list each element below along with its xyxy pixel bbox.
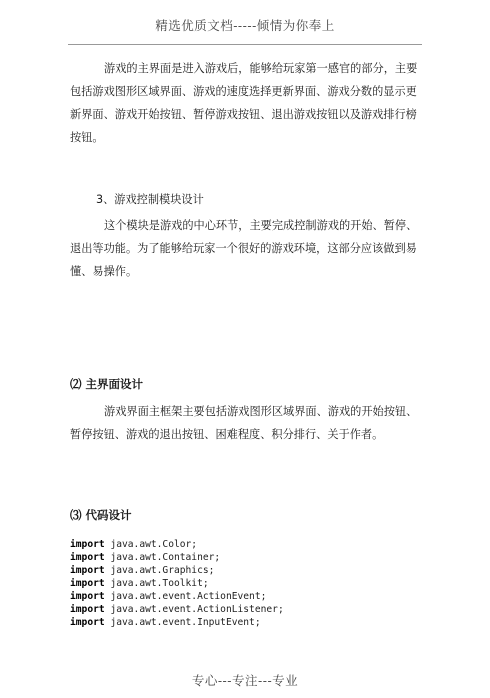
code-line [70, 577, 284, 590]
control-module-paragraph: 这个模块是游戏的中心环节，主要完成控制游戏的开始、暂停、退出等功能。为了能够给玩家一个很好的游戏环境，这部分应该做到易懂、易操作。 [70, 219, 418, 278]
code-line [70, 616, 284, 629]
header-divider [68, 44, 422, 45]
code-import-path: java.awt.Color; [110, 539, 198, 550]
code-import-path: java.awt.Toolkit; [110, 578, 209, 589]
code-keyword: import [70, 578, 105, 589]
code-import-path: java.awt.event.ActionListener; [110, 604, 284, 615]
code-keyword: import [70, 591, 105, 602]
code-import-path: java.awt.event.ActionEvent; [110, 591, 267, 602]
control-module-heading: 3、游戏控制模块设计 [96, 193, 204, 206]
code-line [70, 538, 284, 551]
page-header: 精选优质文档-----倾情为你奉上 [155, 18, 335, 33]
page-footer: 专心---专注---专业 [191, 673, 299, 688]
code-line [70, 603, 284, 616]
code-import-path: java.awt.event.InputEvent; [110, 617, 261, 628]
code-keyword: import [70, 604, 105, 615]
code-line [70, 590, 284, 603]
code-keyword: import [70, 552, 105, 563]
code-keyword: import [70, 617, 105, 628]
main-ui-heading: ⑵ 主界面设计 [70, 377, 144, 391]
code-line [70, 551, 284, 564]
code-import-path: java.awt.Graphics; [110, 565, 215, 576]
code-import-path: java.awt.Container; [110, 552, 221, 563]
code-design-heading: ⑶ 代码设计 [70, 508, 132, 522]
code-listing [70, 538, 284, 629]
code-line [70, 564, 284, 577]
code-keyword: import [70, 565, 105, 576]
main-ui-paragraph: 游戏界面主框架主要包括游戏图形区域界面、游戏的开始按钮、暂停按钮、游戏的退出按钮、困难程度、积分排行、关于作者。 [70, 405, 418, 441]
code-keyword: import [70, 539, 105, 550]
intro-paragraph: 游戏的主界面是进入游戏后，能够给玩家第一感官的部分，主要包括游戏图形区域界面、游戏的速度选择更新界面、游戏分数的显示更新界面、游戏开始按钮、暂停游戏按钮、退出游戏按钮以及游戏排行榜按钮。 [70, 62, 418, 144]
